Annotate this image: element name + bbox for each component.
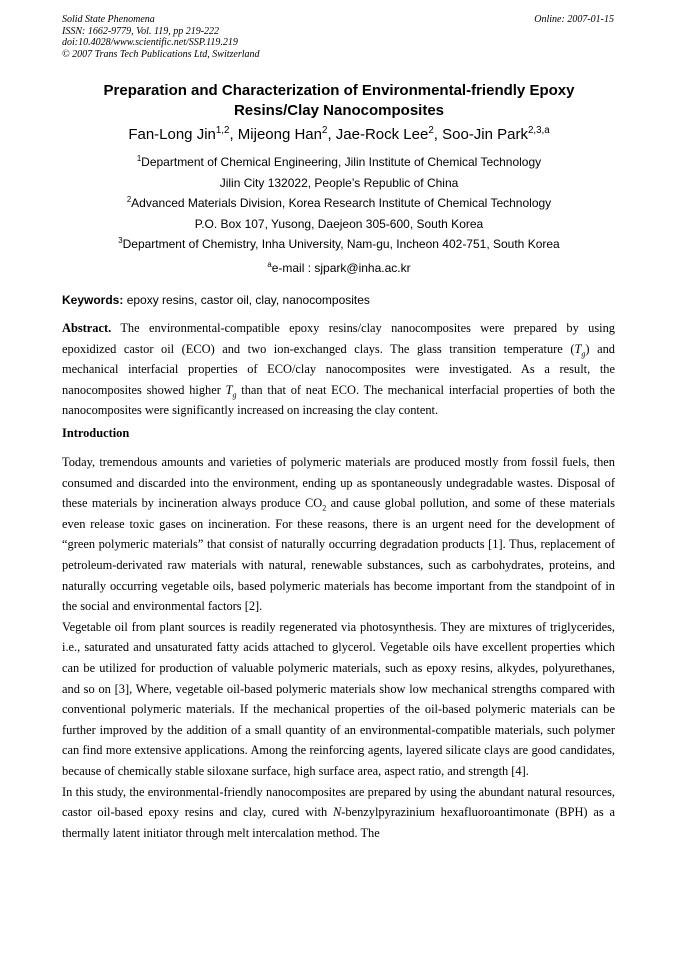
paragraph: Vegetable oil from plant sources is readily regenerated via photosynthesis. They are mixtures of triglycerides, i.e., saturated and unsaturated fatty acids attached to glycerol. Vegetable oils have excellent properties which can be utilized for production of valuable polymeric materials, such as epoxy resins, alkydes, polyurethanes, and so on [3], Where, vegetable oil-based polymeric materials show low mechanical strengths compared with conventional polymeric materials. If the mechanical properties of the oil-based polymeric materials can be further improved by the addition of a small quantity of an environmental-compatible materials, such polymer can find more extensive applications. Among the reinforcing agents, layered silicate clays are good candidates, because of chemically stable siloxane surface, high surface area, aspect ratio, and strength [4]. <box>62 619 615 778</box>
title-line-2: Resins/Clay Nanocomposites <box>233 102 445 119</box>
affiliations <box>30 152 648 255</box>
paragraph: In this study, the environmental-friendly nanocomposites are prepared by using the abundant natural resources, castor oil-based epoxy resins and clay, cured with N-benzylpyrazinium hexafluoroantimonate (BPH) as a thermally latent initiator through melt intercalation method. The <box>62 784 615 840</box>
author: Mijeong Han$^2$, <box>237 125 336 143</box>
abstract-label: Abstract. <box>62 321 112 335</box>
author: Fan-Long Jin$^{1,2}$, <box>128 125 238 143</box>
abstract: Abstract. The environmental-compatible epoxy resins/clay nanocomposites were prepared by using epoxidized castor oil (ECO) and two ion-exchanged clays. The glass transition temperature $(T_g)$ and mechanical interfacial properties of ECO/clay nanocomposites were investigated. As a result, the nanocomposites showed higher $T_g$ than that of neat ECO. The mechanical interfacial properties of both the nanocomposites were significantly increased on increasing the clay content. <box>62 321 616 418</box>
keywords-label: Keywords: <box>62 293 124 307</box>
keywords-text: epoxy resins, castor oil, clay, nanocomposites <box>123 293 370 307</box>
section-heading-introduction: Introduction <box>62 426 130 440</box>
journal-name: Solid State Phenomena <box>62 14 155 25</box>
affiliation-1: $^1$Department of Chemical Engineering, Jilin Institute of Chemical Technology <box>136 154 542 169</box>
contact-email: $^a$e-mail : sjpark@inha.ac.kr <box>267 260 411 275</box>
affiliation-1-address: Jilin City 132022, People’s Republic of China <box>219 175 459 190</box>
doi-line: doi:10.4028/www.scientific.net/SSP.119.219 <box>62 37 238 49</box>
author: Soo-Jin Park$^{2,3,a}$ <box>442 125 550 143</box>
author: Jae-Rock Lee$^2$, <box>335 125 443 143</box>
affiliation-2-address: P.O. Box 107, Yusong, Daejeon 305-600, South Korea <box>194 216 484 231</box>
copyright-line: © 2007 Trans Tech Publications Ltd, Switzerland <box>62 48 260 60</box>
author-list <box>40 125 638 145</box>
issn-line: ISSN: 1662-9779, Vol. 119, pp 219-222 <box>62 25 220 37</box>
paper-title <box>70 81 608 121</box>
title-line-1: Preparation and Characterization of Environmental-friendly Epoxy <box>103 82 575 99</box>
introduction-body <box>62 452 615 843</box>
online-date: Online: 2007-01-15 <box>534 14 614 25</box>
paragraph: Today, tremendous amounts and varieties of polymeric materials are produced mostly from fossil fuels, then consumed and discarded into the environment, ending up as spontaneously undegradable wastes. Disposal of these materials by incineration always produce $CO_2$ and cause global pollution, and some of these materials even release toxic gases on incineration. For these reasons, there is an urgent need for the development of “green polymeric materials” that consist of naturally occurring degradation products [1]. Thus, replacement of petroleum-derivated raw materials with natural, renewable substances, such as carbohydrates, proteins, and naturally occurring vegetable oils, based polymeric materials has become important from the standpoint of in the social and environmental factors [2]. <box>62 455 615 614</box>
affiliation-2: $^2$Advanced Materials Division, Korea Research Institute of Chemical Technology <box>126 195 552 210</box>
affiliation-3: $^3$Department of Chemistry, Inha University, Nam-gu, Incheon 402-751, South Korea <box>118 236 560 251</box>
journal-header <box>62 14 260 60</box>
keywords <box>62 293 616 307</box>
